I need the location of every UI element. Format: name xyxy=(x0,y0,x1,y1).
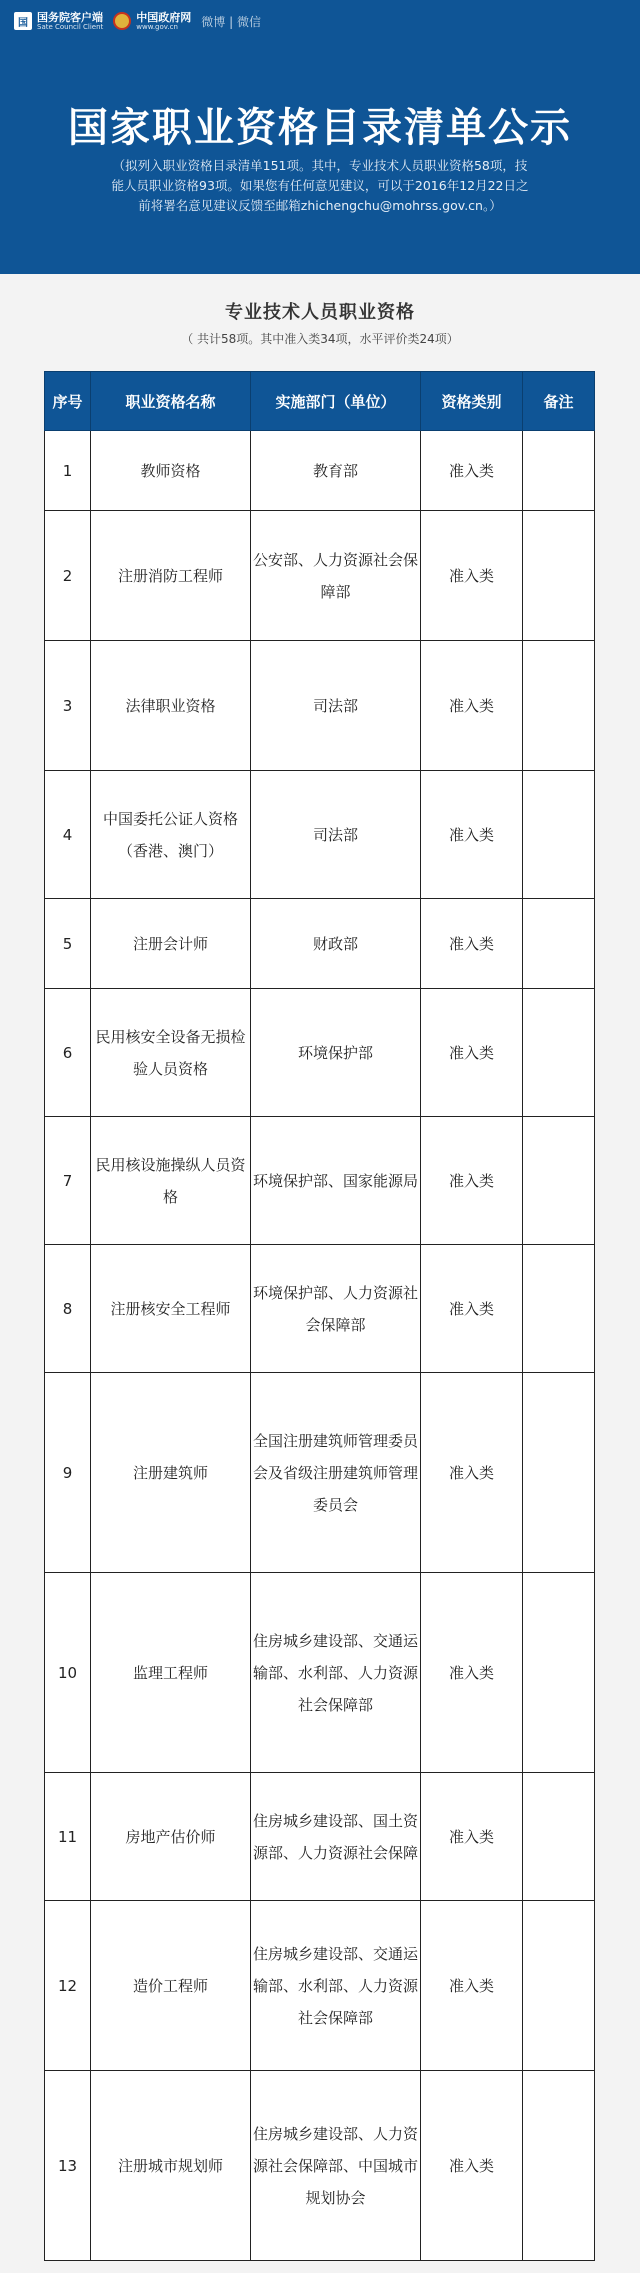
cell-type: 准入类 xyxy=(421,1245,523,1373)
qualification-table xyxy=(44,371,595,2261)
table-row xyxy=(45,989,595,1117)
social-links: 微博 | 微信 xyxy=(201,14,261,29)
cell-no: 1 xyxy=(45,431,91,511)
page-title: 国家职业资格目录清单公示 xyxy=(68,105,572,151)
top-logo-bar xyxy=(14,12,261,31)
header-banner xyxy=(0,0,640,274)
table-row xyxy=(45,1117,595,1245)
table-header-row xyxy=(45,372,595,431)
cell-type: 准入类 xyxy=(421,1117,523,1245)
cell-dept: 环境保护部、人力资源社会保障部 xyxy=(251,1245,421,1373)
header-no: 序号 xyxy=(45,372,91,431)
table-row xyxy=(45,641,595,771)
table-row xyxy=(45,1373,595,1573)
cell-type: 准入类 xyxy=(421,431,523,511)
cell-name: 教师资格 xyxy=(91,431,251,511)
cell-note xyxy=(523,989,595,1117)
cell-dept: 住房城乡建设部、国土资源部、人力资源社会保障 xyxy=(251,1773,421,1901)
cell-name: 注册消防工程师 xyxy=(91,511,251,641)
table-row xyxy=(45,511,595,641)
cell-type: 准入类 xyxy=(421,989,523,1117)
cell-note xyxy=(523,771,595,899)
table-row xyxy=(45,431,595,511)
table-row xyxy=(45,1901,595,2071)
cell-no: 7 xyxy=(45,1117,91,1245)
cell-type: 准入类 xyxy=(421,1773,523,1901)
cell-type: 准入类 xyxy=(421,771,523,899)
cell-no: 2 xyxy=(45,511,91,641)
cell-name: 法律职业资格 xyxy=(91,641,251,771)
cell-note xyxy=(523,1117,595,1245)
intro-text: （拟列入职业资格目录清单151项。其中，专业技术人员职业资格58项，技能人员职业资格93项。如果您有任何意见建议，可以于2016年12月22日之前将署名意见建议反馈至邮箱zhichengchu@mohrss.gov.cn。） xyxy=(111,158,529,213)
cell-note xyxy=(523,1573,595,1773)
national-emblem-icon xyxy=(113,12,131,30)
cell-name: 民用核安全设备无损检验人员资格 xyxy=(91,989,251,1117)
cell-dept: 住房城乡建设部、交通运输部、水利部、人力资源社会保障部 xyxy=(251,1901,421,2071)
cell-name: 造价工程师 xyxy=(91,1901,251,2071)
cell-name: 房地产估价师 xyxy=(91,1773,251,1901)
cell-dept: 司法部 xyxy=(251,771,421,899)
section-title: 专业技术人员职业资格 xyxy=(225,302,415,323)
cell-note xyxy=(523,899,595,989)
cell-note xyxy=(523,1245,595,1373)
cell-type: 准入类 xyxy=(421,1573,523,1773)
client-sub: Sate Council Client xyxy=(37,22,104,31)
table-row xyxy=(45,1573,595,1773)
cell-type: 准入类 xyxy=(421,511,523,641)
gov-sub: www.gov.cn xyxy=(136,22,178,31)
cell-dept: 环境保护部、国家能源局 xyxy=(251,1117,421,1245)
cell-dept: 司法部 xyxy=(251,641,421,771)
cell-name: 注册城市规划师 xyxy=(91,2071,251,2261)
cell-dept: 公安部、人力资源社会保障部 xyxy=(251,511,421,641)
cell-note xyxy=(523,641,595,771)
header-note: 备注 xyxy=(523,372,595,431)
table-row xyxy=(45,1773,595,1901)
cell-note xyxy=(523,431,595,511)
cell-type: 准入类 xyxy=(421,899,523,989)
cell-name: 民用核设施操纵人员资格 xyxy=(91,1117,251,1245)
cell-no: 4 xyxy=(45,771,91,899)
cell-dept: 教育部 xyxy=(251,431,421,511)
section-header xyxy=(0,298,640,347)
header-name: 职业资格名称 xyxy=(91,372,251,431)
cell-no: 10 xyxy=(45,1573,91,1773)
cell-note xyxy=(523,2071,595,2261)
client-app-icon: 国 xyxy=(14,12,32,30)
gov-logo xyxy=(113,12,191,31)
section-subtitle: （ 共计58项。其中准入类34项，水平评价类24项） xyxy=(181,332,459,346)
cell-type: 准入类 xyxy=(421,1901,523,2071)
cell-name: 中国委托公证人资格（香港、澳门） xyxy=(91,771,251,899)
cell-no: 3 xyxy=(45,641,91,771)
cell-note xyxy=(523,1373,595,1573)
cell-no: 6 xyxy=(45,989,91,1117)
cell-no: 12 xyxy=(45,1901,91,2071)
cell-no: 11 xyxy=(45,1773,91,1901)
gov-name: 中国政府网 xyxy=(136,11,192,24)
cell-no: 5 xyxy=(45,899,91,989)
table-row xyxy=(45,1245,595,1373)
cell-name: 监理工程师 xyxy=(91,1573,251,1773)
header-type: 资格类别 xyxy=(421,372,523,431)
cell-note xyxy=(523,511,595,641)
state-council-logo xyxy=(14,12,103,31)
cell-dept: 住房城乡建设部、交通运输部、水利部、人力资源社会保障部 xyxy=(251,1573,421,1773)
cell-no: 8 xyxy=(45,1245,91,1373)
table-row xyxy=(45,899,595,989)
client-name: 国务院客户端 xyxy=(37,11,103,24)
header-dept: 实施部门（单位） xyxy=(251,372,421,431)
cell-no: 9 xyxy=(45,1373,91,1573)
cell-no: 13 xyxy=(45,2071,91,2261)
cell-note xyxy=(523,1773,595,1901)
cell-dept: 住房城乡建设部、人力资源社会保障部、中国城市规划协会 xyxy=(251,2071,421,2261)
cell-type: 准入类 xyxy=(421,2071,523,2261)
cell-dept: 环境保护部 xyxy=(251,989,421,1117)
cell-note xyxy=(523,1901,595,2071)
table-row xyxy=(45,771,595,899)
cell-type: 准入类 xyxy=(421,641,523,771)
table-row xyxy=(45,2071,595,2261)
cell-name: 注册建筑师 xyxy=(91,1373,251,1573)
cell-name: 注册会计师 xyxy=(91,899,251,989)
cell-type: 准入类 xyxy=(421,1373,523,1573)
cell-name: 注册核安全工程师 xyxy=(91,1245,251,1373)
cell-dept: 全国注册建筑师管理委员会及省级注册建筑师管理委员会 xyxy=(251,1373,421,1573)
cell-dept: 财政部 xyxy=(251,899,421,989)
